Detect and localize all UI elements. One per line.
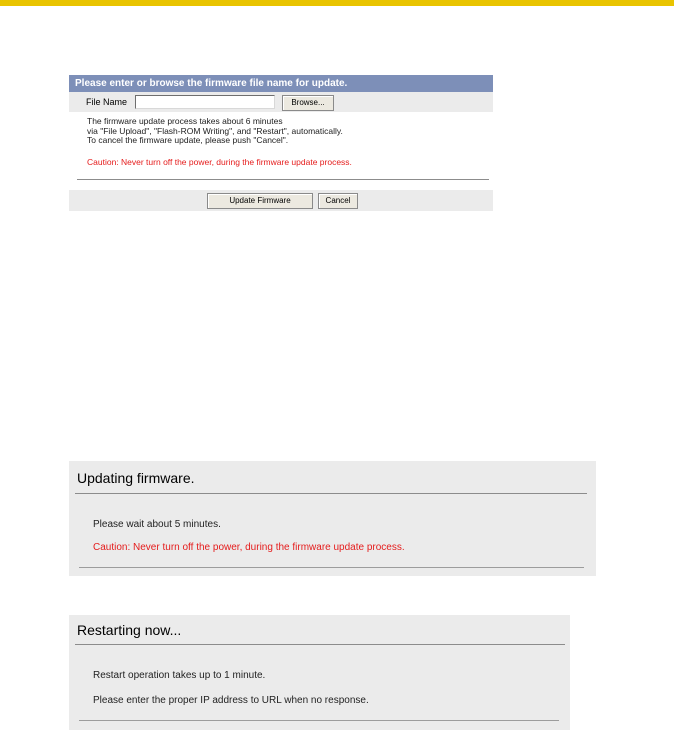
form-body bbox=[69, 92, 493, 190]
cancel-button[interactable]: Cancel bbox=[318, 193, 358, 209]
form-header: Please enter or browse the firmware file name for update. bbox=[69, 75, 493, 92]
caution-text: Caution: Never turn off the power, during the firmware update process. bbox=[87, 157, 352, 167]
bottom-divider bbox=[79, 567, 584, 568]
restarting-title: Restarting now... bbox=[77, 622, 182, 638]
title-divider bbox=[75, 493, 587, 494]
bottom-divider bbox=[79, 720, 559, 721]
wait-message: Please wait about 5 minutes. bbox=[93, 519, 221, 530]
firmware-update-form bbox=[69, 75, 493, 211]
browse-button[interactable]: Browse... bbox=[282, 95, 334, 111]
restarting-panel bbox=[69, 615, 570, 730]
info-line: via "File Upload", "Flash-ROM Writing", and "Restart", automatically. bbox=[87, 125, 343, 136]
title-divider bbox=[75, 644, 565, 645]
info-line: To cancel the firmware update, please push "Cancel". bbox=[87, 135, 289, 146]
updating-title: Updating firmware. bbox=[77, 470, 195, 486]
file-name-row bbox=[69, 92, 493, 112]
updating-firmware-panel bbox=[69, 461, 596, 576]
file-name-input[interactable] bbox=[135, 95, 275, 109]
ip-address-message: Please enter the proper IP address to URL when no response. bbox=[93, 695, 369, 706]
file-name-label: File Name bbox=[86, 97, 128, 107]
caution-text: Caution: Never turn off the power, during the firmware update process. bbox=[93, 542, 405, 553]
update-info-text bbox=[87, 117, 343, 146]
update-firmware-button[interactable]: Update Firmware bbox=[207, 193, 313, 209]
info-line: The firmware update process takes about 6 minutes bbox=[87, 116, 283, 126]
form-divider bbox=[77, 179, 489, 180]
restart-duration-message: Restart operation takes up to 1 minute. bbox=[93, 670, 266, 681]
top-accent-bar bbox=[0, 0, 674, 6]
